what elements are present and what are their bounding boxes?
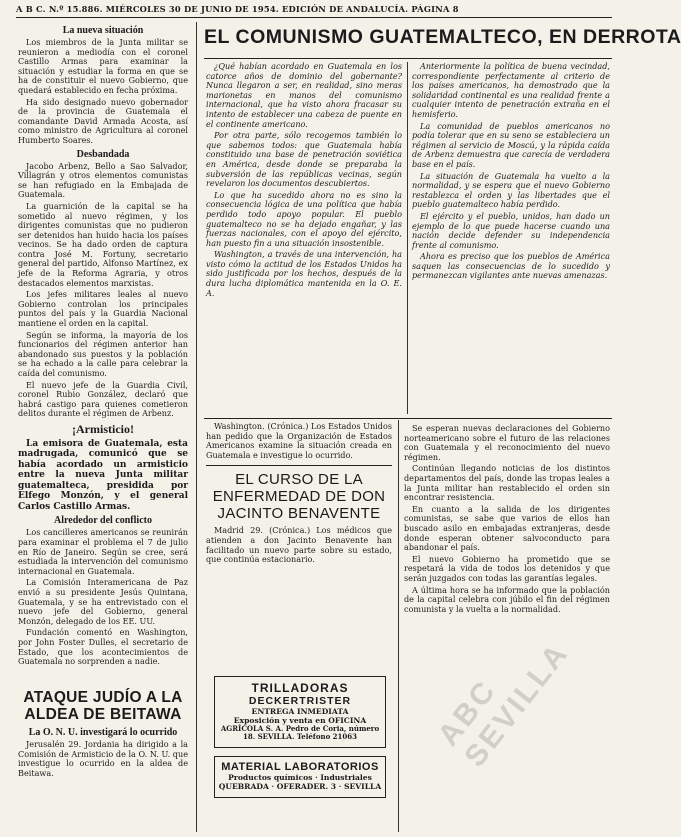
right-paragraph: El nuevo Gobierno ha prometido que se respetará la vida de todos los detenidos y que serán juzgados con todas las garantías legales.: [404, 553, 610, 583]
right-paragraph: Continúan llegando noticias de los distintos departamentos del país, donde las tropas leales a la Junta militar han restablecido el orden sin encontrar resistencia.: [404, 463, 610, 503]
s2-paragraph: La guarnición de la capital se ha sometido al nuevo régimen, y los dirigentes comunistas que no pudieron ser detenidos han huido hacia los países vecinos. Se ha dado orden de captura contra José M. Fortuny, secretario general del partido, Alfonso Martínez, ex jefe de la Reforma Agraria, y otros destacados elementos marxistas.: [18, 200, 188, 288]
s2-paragraph: Los jefes militares leales al nuevo Gobierno controlan los principales puntos del país y la Guardia Nacional mantiene el orden en la capital.: [18, 289, 188, 329]
benavente-paragraph: Madrid 29. (Crónica.) Los médicos que atienden a don Jacinto Benavente han facilitado un nuevo parte sobre su estado, que continúa estacionario.: [206, 525, 392, 565]
ad1-brand: DECKERTRISTER: [248, 695, 352, 707]
ad2-line: Productos químicos · Industriales: [228, 773, 372, 782]
lower-divider: [398, 420, 399, 832]
s2-paragraph: El nuevo jefe de la Guardia Civil, coronel Rubio González, declaró que habrá castigo para quienes cometieron delitos durante el régimen de Arbenz.: [18, 379, 188, 419]
right-paragraph: A última hora se ha informado que la población de la capital celebra con júbilo el fin del régimen comunista y la vuelta a la normalidad.: [404, 584, 610, 614]
s5-subtitle: La O. N. U. investigará lo ocurrido: [28, 727, 178, 738]
ad1-line: Exposición y venta en OFICINA: [233, 716, 367, 725]
mid-rule: [206, 465, 392, 466]
main-paragraph: El ejército y el pueblo, unidos, han dado un ejemplo de lo que puede hacerse cuando una nación decide defender su independencia frente al comunismo.: [412, 210, 610, 250]
ad1-line: ENTREGA INMEDIATA: [251, 707, 349, 716]
main-paragraph: Lo que ha sucedido ahora no es sino la consecuencia lógica de una política que había perdido todo apoyo popular. El pueblo guatemalteco no se ha dejado engañar, y las fuerzas nacionales, con el apoyo del ejército, han puesto fin a una situación insostenible.: [206, 189, 402, 248]
watermark: ABC SEVILLA: [431, 636, 576, 774]
main-headline: EL COMUNISMO GUATEMALTECO, EN DERROTA: [204, 26, 681, 48]
main-headline-box: [204, 22, 681, 56]
right-paragraph: Se esperan nuevas declaraciones del Gobierno norteamericano sobre el futuro de las relaciones con Guatemala y el reconocimiento del nuevo régimen.: [404, 423, 610, 462]
main-col1: [206, 62, 402, 414]
mid-top-paragraph: Washington. (Crónica.) Los Estados Unidos han pedido que la Organización de Estados Americanos examine la situación creada en Guatemala e investigue lo ocurrido.: [206, 421, 392, 460]
column-divider: [196, 22, 197, 832]
s4-title: Alrededor del conflicto: [54, 515, 152, 527]
lower-rule: [204, 418, 612, 419]
s5-title: ATAQUE JUDÍO A LA ALDEA DE BEITAWA: [23, 689, 183, 723]
laboratorios-ad: [214, 756, 386, 798]
trilladoras-ad: [214, 676, 386, 748]
main-paragraph: Washington, a través de una intervención, ha visto cómo la actitud de los Estados Unidos ha sido justificada por los hechos, después de la dura lucha diplomática mantenida en la O. E. A.: [206, 249, 402, 298]
s2-paragraph: Según se informa, la mayoría de los funcionarios del régimen anterior han abandonado sus puestos y la población se ha echado a la calle para celebrar la caída del comunismo.: [18, 329, 188, 378]
s3-title: ¡Armisticio!: [72, 421, 134, 436]
main-col2: [412, 62, 610, 414]
main-paragraph: La comunidad de pueblos americanos no podía tolerar que en su seno se estableciera un régimen al servicio de Moscú, y la rápida caída de Arbenz demuestra que carecía de verdadera base en el país.: [412, 120, 610, 169]
main-paragraph: Anteriormente la política de buena vecindad, correspondiente perfectamente al criterio de los países americanos, ha demostrado que la solidaridad continental es una realidad frente a cualquier intento de penetración extraña en el hemisferio.: [412, 61, 610, 119]
ad1-title: TRILLADORAS: [251, 681, 349, 695]
main-paragraph: ¿Qué habían acordado en Guatemala en los catorce años de dominio del gobernante? Nunca llegaron a ser, en realidad, sino meras marionetas en manos del comunismo internacional, que ha visto ahora fracasar su intento de establecer una cabeza de puente en el continente americano.: [206, 61, 402, 129]
s4-paragraph: Fundación comentó en Washington, por John Foster Dulles, el secretario de Estado, que los acontecimientos de Guatemala no sorprenden a nadie.: [18, 627, 188, 667]
s1-paragraph: Ha sido designado nuevo gobernador de la provincia de Guatemala el comandante David Armada Acosta, así como ministro de Agricultura al coronel Humberto Soares.: [18, 96, 188, 145]
beitawa-article: [18, 685, 188, 833]
right-paragraph: En cuanto a la salida de los dirigentes comunistas, se sabe que varios de ellos han buscado asilo en embajadas extranjeras, desde donde esperan obtener salvoconducto para abandonar el país.: [404, 503, 610, 553]
s2-paragraph: Jacobo Arbenz, Bello a Sao Salvador, Villagrán y otros elementos comunistas se han refugiado en la Embajada de Guatemala.: [18, 160, 188, 200]
s1-paragraph: Los miembros de la Junta militar se reunieron a mediodía con el coronel Castillo Armas para examinar la situación y estudiar la forma en que se ha de constituir el nuevo Gobierno, que quedará establecido en fecha próxima.: [18, 37, 188, 95]
s4-paragraph: Los cancilleres americanos se reunirán para examinar el problema el 7 de julio en Río de Janeiro. Según se cree, será estudiada la intervención del comunismo internacional en Guatemala.: [18, 527, 188, 576]
s4-paragraph: La Comisión Interamericana de Paz envió a su presidente Jesús Quintana, Guatemala, y se ha entrevistado con el nuevo jefe del Gobierno, general Monzón, delegado de los EE. UU.: [18, 577, 188, 626]
main-paragraph: Ahora es preciso que los pueblos de América saquen las consecuencias de lo sucedido y permanezcan vigilantes ante nuevas amenazas.: [412, 251, 610, 281]
s2-title: Desbandada: [76, 148, 130, 160]
ad1-line: AGRÍCOLA S. A. Pedro de Coria, número 18. SEVILLA. Teléfono 21063: [220, 724, 380, 741]
s1-title: La nueva situación: [62, 25, 144, 36]
header-rule: [16, 17, 612, 18]
s5-paragraph: Jerusalén 29. Jordania ha dirigido a la Comisión de Armisticio de la O. N. U. que investigue lo ocurrido en la aldea de Beitawa.: [18, 739, 188, 778]
ad2-title: MATERIAL LABORATORIOS: [221, 761, 379, 773]
page-header: A B C. N.º 15.886. MIÉRCOLES 30 DE JUNIO DE 1954. EDICIÓN DE ANDALUCÍA. PÁGINA 8: [16, 4, 459, 14]
headline-rule: [204, 58, 612, 59]
main-divider: [407, 62, 408, 414]
ad2-line: QUEBRADA · OFERADER. 3 · SEVILLA: [218, 782, 382, 791]
main-paragraph: La situación de Guatemala ha vuelto a la normalidad, y se espera que el nuevo Gobierno restablezca el orden y las libertades que el pueblo guatemalteco había perdido.: [412, 170, 610, 210]
main-paragraph: Por otra parte, sólo recogemos también lo que sabemos todos: que Guatemala había constituido una base de penetración soviética en América, desde donde se preparaba la subversión de las repúblicas vecinas, según revelaron los documentos descubiertos.: [206, 130, 402, 189]
s3-paragraph: La emisora de Guatemala, esta madrugada, comunicó que se había acordado un armisticio entre la nueva Junta militar guatemalteca, presidida por Elfego Monzón, y el general Carlos Castillo Armas.: [18, 438, 188, 512]
benavente-headline: EL CURSO DE LA ENFERMEDAD DE DON JACINTO BENAVENTE: [212, 471, 386, 523]
